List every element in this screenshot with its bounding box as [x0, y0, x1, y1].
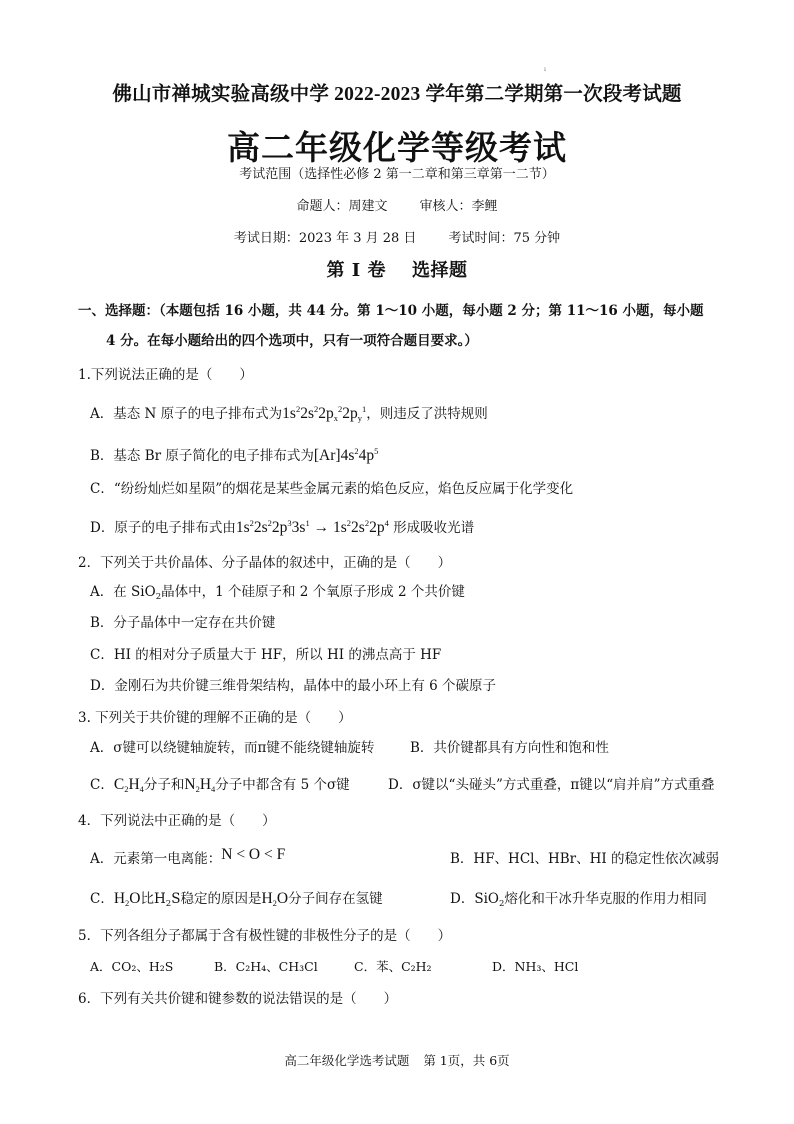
exam-schedule — [0, 230, 794, 248]
footer-subject: 高二年级化学选考试题 — [284, 1053, 410, 1068]
q1-option-d: D．原子的电子排布式由$1s^22s^22p^33s^1 \to 1s^22s^22p^4$ 形成吸收光谱 — [90, 518, 475, 536]
q1-option-b: B．基态 Br 原子简化的电子排布式为$[Ar]4s^24p^5$ — [90, 446, 379, 464]
section-title — [0, 262, 794, 280]
q4-stem: 4．下列说法中正确的是（ ） — [78, 813, 276, 829]
reviewer: 审核人：李鲤 — [419, 199, 498, 214]
q3-option-a: A．σ键可以绕键轴旋转，而π键不能绕键轴旋转 — [90, 740, 375, 756]
volume-label: 第 I 卷 — [326, 260, 386, 281]
page-footer — [0, 1052, 794, 1070]
instructions-line-1: 一、选择题：（本题包括 16 小题，共 44 分。第 1～10 小题，每小题 2 分；第 11～16 小题，每小题 — [78, 303, 704, 319]
q2-option-a: A．在 SiO$_2$晶体中，1 个硅原子和 2 个氧原子形成 2 个共价键 — [90, 584, 465, 602]
q4-option-b: B．HF、HCl、HBr、HI 的稳定性依次减弱 — [450, 851, 720, 867]
q3-option-c: C．$C_2H_4$分子和$N_2H_4$分子中都含有 5 个σ键 — [90, 776, 350, 794]
q5-option-a: A．CO₂、H₂S — [90, 959, 174, 974]
exam-time: 考试时间：75 分钟 — [448, 231, 561, 246]
q3-option-b: B．共价键都具有方向性和饱和性 — [410, 740, 609, 756]
q5-option-d: D．NH₃、HCl — [492, 959, 579, 974]
exam-date: 考试日期：2023 年 3 月 28 日 — [233, 231, 417, 246]
q1-option-c: C．“纷纷灿烂如星陨”的烟花是某些金属元素的焰色反应，焰色反应属于化学变化 — [90, 481, 574, 497]
q5-option-c: C．苯、C₂H₂ — [354, 959, 432, 974]
exam-staff — [0, 198, 794, 216]
q5-option-b: B．C₂H₄、CH₃Cl — [214, 959, 318, 974]
q3-option-d: D．σ键以“头碰头”方式重叠，π键以“肩并肩”方式重叠 — [388, 777, 715, 793]
q3-stem: 3. 下列关于共价键的理解不正确的是（ ） — [78, 710, 352, 726]
electron-config: $[Ar]4s^24p^5$ — [313, 446, 379, 464]
exam-scope: 考试范围（选择性必修 2 第一二章和第三章第一二节） — [239, 167, 555, 182]
q5-stem: 5．下列各组分子都属于含有极性键的非极性分子的是（ ） — [78, 928, 452, 944]
electron-config: $1s^22s^22p_x^22p_y^1$ — [282, 404, 367, 423]
school-line: 佛山市禅城实验高级中学 2022-2023 学年第二学期第一次段考试题 — [112, 84, 682, 105]
q1-option-a: A．基态 N 原子的电子排布式为$1s^22s^22p_x^22p_y^1$，则违反了洪特规则 — [90, 404, 488, 423]
q4-option-c: C．$H_2O$比$H_2S$稳定的原因是$H_2O$分子间存在氢键 — [90, 890, 383, 909]
q1-stem: 1.下列说法正确的是（ ） — [78, 367, 253, 383]
q2-option-b: B．分子晶体中一定存在共价键 — [90, 615, 276, 631]
q2-stem: 2．下列关于共价晶体、分子晶体的叙述中，正确的是（ ） — [78, 555, 452, 571]
setter: 命题人：周建文 — [296, 199, 388, 214]
q2-option-d: D．金刚石为共价键三维骨架结构，晶体中的最小环上有 6 个碳原子 — [90, 678, 496, 694]
q4-option-d: D．SiO$_2$熔化和干冰升华克服的作用力相同 — [450, 891, 707, 909]
q2-option-c: C．HI 的相对分子质量大于 HF，所以 HI 的沸点高于 HF — [90, 647, 442, 663]
instructions-line-2: 4 分。在每小题给出的四个选项中，只有一项符合题目要求。） — [106, 333, 478, 349]
q6-stem: 6．下列有关共价键和键参数的说法错误的是（ ） — [78, 991, 398, 1007]
electron-config: $1s^22s^22p^33s^1 \to 1s^22s^22p^4$ — [235, 518, 389, 536]
exam-title: 高二年级化学等级考试 — [227, 128, 567, 167]
q4-option-a: A．元素第一电离能：N < O < F — [90, 846, 286, 867]
scan-mark: ı — [544, 66, 546, 73]
footer-page-number: 第 1页，共 6页 — [423, 1053, 510, 1068]
section-name: 选择题 — [411, 260, 468, 281]
